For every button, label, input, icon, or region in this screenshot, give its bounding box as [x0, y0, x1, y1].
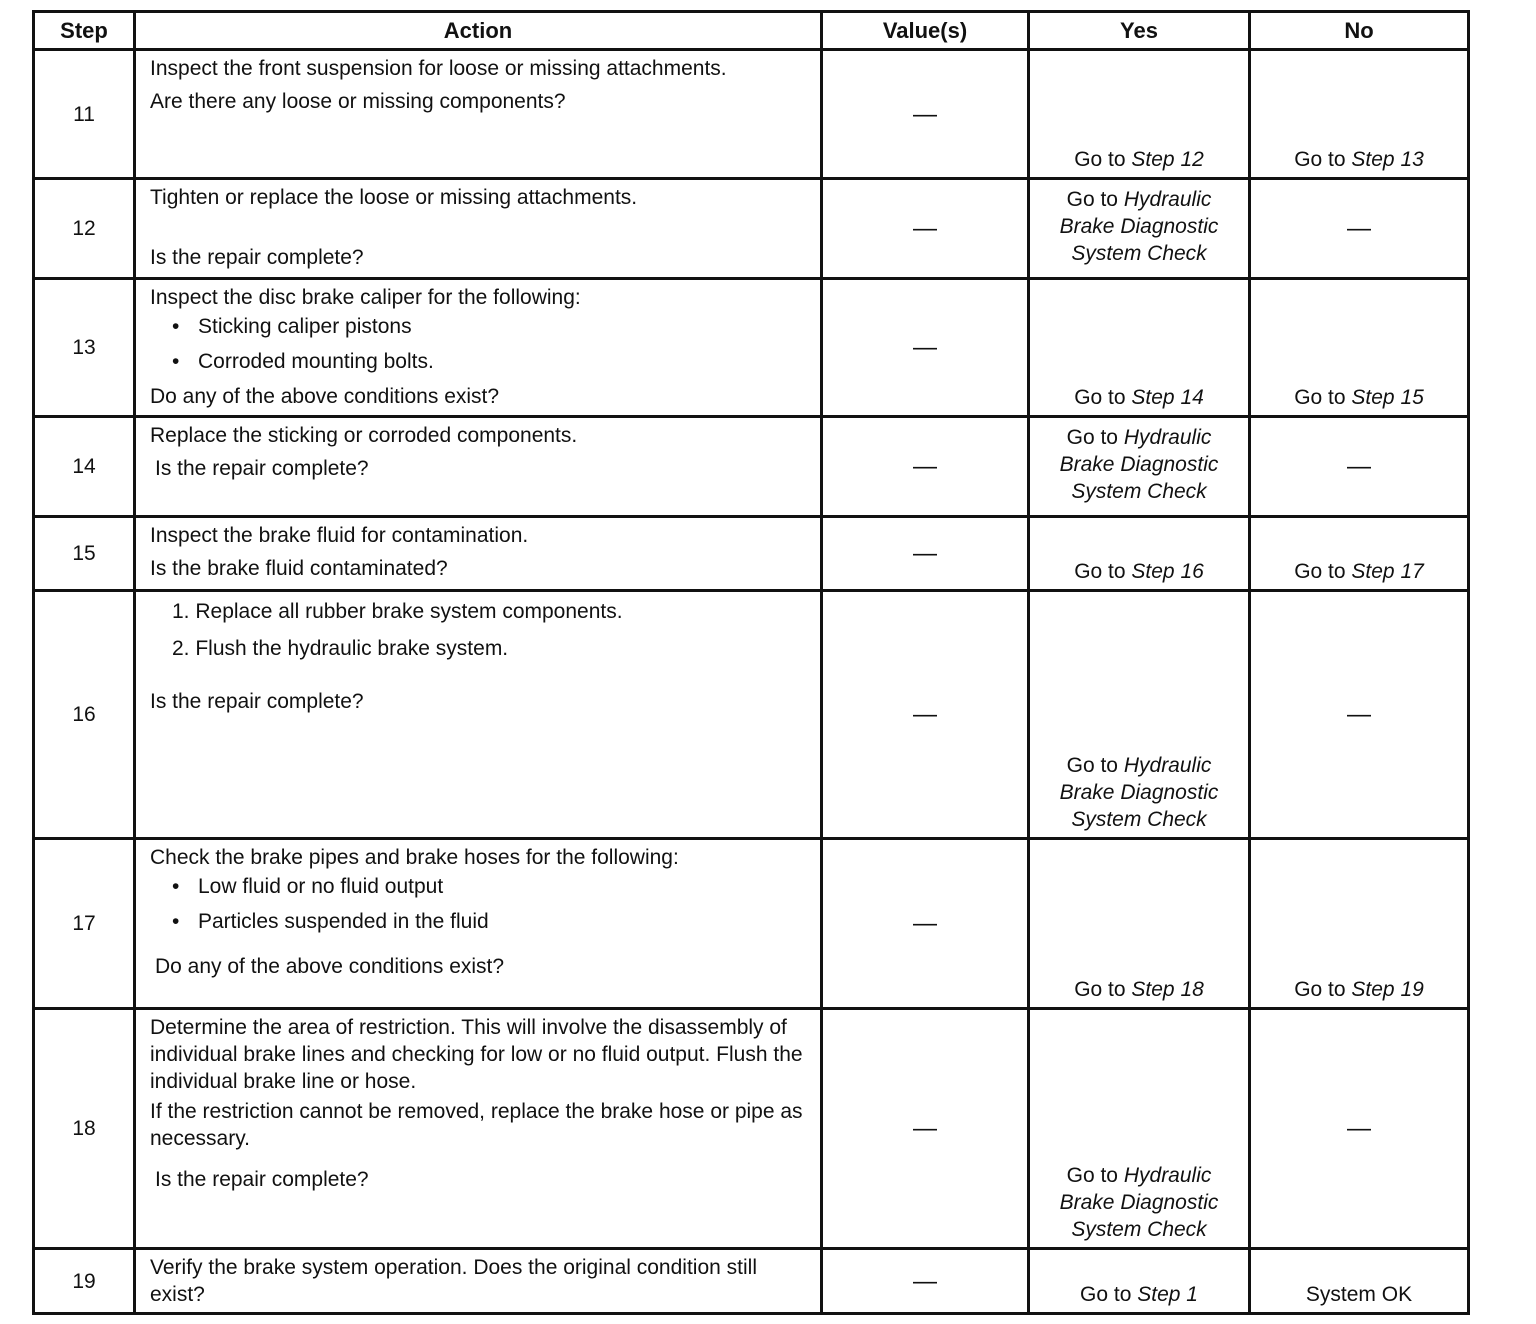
list-item: • Particles suspended in the fluid [172, 908, 806, 935]
no-cell [1250, 517, 1469, 591]
action-cell [135, 179, 822, 279]
yes-cell [1029, 279, 1250, 417]
numbered-list [150, 598, 806, 662]
go-to-label: Go to [1074, 148, 1126, 171]
no-cell: — [1250, 179, 1469, 279]
value-cell: — [822, 1249, 1029, 1314]
action-question: Is the repair complete? [155, 457, 369, 480]
action-question: Is the repair complete? [150, 246, 364, 269]
action-text: Tighten or replace the loose or missing attachments. [150, 186, 638, 209]
step-number: 16 [34, 591, 135, 839]
yes-cell [1029, 517, 1250, 591]
header-action: Action [135, 12, 822, 50]
table-row [34, 1009, 1469, 1249]
action-text: Inspect the disc brake caliper for the following: [150, 286, 581, 309]
yes-check-link-1[interactable]: Hydraulic [1123, 426, 1212, 449]
action-text: Inspect the front suspension for loose or missing attachments. [150, 57, 727, 80]
yes-cell [1029, 179, 1250, 279]
yes-step-link[interactable]: Step 12 [1131, 148, 1204, 171]
yes-step-link[interactable]: Step 1 [1137, 1283, 1198, 1306]
no-cell: — [1250, 1009, 1469, 1249]
action-cell [135, 417, 822, 517]
go-to-label: Go to [1066, 426, 1118, 449]
no-step-link[interactable]: Step 19 [1351, 978, 1424, 1001]
yes-check-link-2[interactable]: Brake Diagnostic [1059, 453, 1219, 476]
header-step: Step [34, 12, 135, 50]
action-question: Are there any loose or missing components? [150, 90, 566, 113]
action-text: Replace the sticking or corroded components. [150, 424, 578, 447]
yes-cell [1029, 417, 1250, 517]
diagnostic-table [32, 10, 1470, 1315]
list-item: • Low fluid or no fluid output [172, 873, 806, 900]
go-to-label: Go to [1294, 560, 1346, 583]
table-row [34, 179, 1469, 279]
table-row [34, 279, 1469, 417]
step-number: 17 [34, 839, 135, 1009]
action-text: Check the brake pipes and brake hoses for the following: [150, 846, 679, 869]
no-cell [1250, 50, 1469, 179]
action-cell [135, 591, 822, 839]
list-item: • Sticking caliper pistons [172, 313, 806, 340]
yes-cell [1029, 1009, 1250, 1249]
yes-step-link[interactable]: Step 18 [1131, 978, 1204, 1001]
header-row [34, 12, 1469, 50]
action-text: Inspect the brake fluid for contamination. [150, 524, 529, 547]
value-cell: — [822, 517, 1029, 591]
header-yes: Yes [1029, 12, 1250, 50]
action-cell [135, 50, 822, 179]
no-cell: System OK [1250, 1249, 1469, 1314]
list-item: 2. Flush the hydraulic brake system. [172, 637, 509, 660]
list-item: 1. Replace all rubber brake system components. [172, 600, 623, 623]
no-cell [1250, 839, 1469, 1009]
table-row [34, 417, 1469, 517]
step-number: 11 [34, 50, 135, 179]
header-value: Value(s) [822, 12, 1029, 50]
table-row [34, 50, 1469, 179]
step-number: 13 [34, 279, 135, 417]
list-item: • Corroded mounting bolts. [172, 348, 806, 375]
no-step-link[interactable]: Step 17 [1351, 560, 1424, 583]
table-row [34, 839, 1469, 1009]
action-cell [135, 839, 822, 1009]
yes-check-link-1[interactable]: Hydraulic [1123, 188, 1212, 211]
table-row [34, 517, 1469, 591]
go-to-label: Go to [1066, 188, 1118, 211]
yes-cell [1029, 50, 1250, 179]
step-number: 14 [34, 417, 135, 517]
action-cell [135, 517, 822, 591]
go-to-label: Go to [1080, 1283, 1132, 1306]
step-number: 18 [34, 1009, 135, 1249]
no-step-link[interactable]: Step 13 [1351, 148, 1424, 171]
action-question: Is the brake fluid contaminated? [150, 557, 448, 580]
yes-check-link-3[interactable]: System Check [1071, 1218, 1207, 1241]
yes-check-link-2[interactable]: Brake Diagnostic [1059, 215, 1219, 238]
action-text: If the restriction cannot be removed, replace the brake hose or pipe as necessary. [150, 1100, 803, 1150]
condition-list [150, 313, 806, 375]
no-cell: — [1250, 417, 1469, 517]
value-cell: — [822, 279, 1029, 417]
yes-cell [1029, 1249, 1250, 1314]
yes-check-link-2[interactable]: Brake Diagnostic [1059, 781, 1219, 804]
yes-check-link-3[interactable]: System Check [1071, 808, 1207, 831]
no-cell [1250, 279, 1469, 417]
action-cell [135, 1009, 822, 1249]
value-cell: — [822, 839, 1029, 1009]
yes-check-link-3[interactable]: System Check [1071, 242, 1207, 265]
step-number: 19 [34, 1249, 135, 1314]
action-question: Do any of the above conditions exist? [155, 955, 505, 978]
go-to-label: Go to [1294, 978, 1346, 1001]
no-step-link[interactable]: Step 15 [1351, 386, 1424, 409]
action-question: Do any of the above conditions exist? [150, 385, 500, 408]
action-cell [135, 1249, 822, 1314]
go-to-label: Go to [1074, 386, 1126, 409]
yes-step-link[interactable]: Step 14 [1131, 386, 1204, 409]
yes-cell [1029, 591, 1250, 839]
yes-check-link-2[interactable]: Brake Diagnostic [1059, 1191, 1219, 1214]
action-question: Is the repair complete? [155, 1168, 369, 1191]
value-cell: — [822, 417, 1029, 517]
action-cell [135, 279, 822, 417]
yes-step-link[interactable]: Step 16 [1131, 560, 1204, 583]
yes-check-link-3[interactable]: System Check [1071, 480, 1207, 503]
yes-check-link-1[interactable]: Hydraulic [1123, 1164, 1212, 1187]
go-to-label: Go to [1066, 1164, 1118, 1187]
step-number: 15 [34, 517, 135, 591]
go-to-label: Go to [1074, 560, 1126, 583]
table-row [34, 591, 1469, 839]
yes-cell [1029, 839, 1250, 1009]
value-cell: — [822, 50, 1029, 179]
go-to-label: Go to [1294, 386, 1346, 409]
value-cell: — [822, 1009, 1029, 1249]
condition-list [150, 873, 806, 935]
table-row [34, 1249, 1469, 1314]
header-no: No [1250, 12, 1469, 50]
go-to-label: Go to [1294, 148, 1346, 171]
yes-check-link-1[interactable]: Hydraulic [1123, 754, 1212, 777]
action-question: Is the repair complete? [150, 690, 364, 713]
action-text: Verify the brake system operation. Does the original condition still exist? [150, 1256, 757, 1306]
step-number: 12 [34, 179, 135, 279]
value-cell: — [822, 179, 1029, 279]
action-text: Determine the area of restriction. This will involve the disassembly of individual brake lines and checking for low or no fluid output. Flush the individual brake line or hose. [150, 1016, 803, 1093]
go-to-label: Go to [1074, 978, 1126, 1001]
value-cell: — [822, 591, 1029, 839]
no-cell: — [1250, 591, 1469, 839]
go-to-label: Go to [1066, 754, 1118, 777]
